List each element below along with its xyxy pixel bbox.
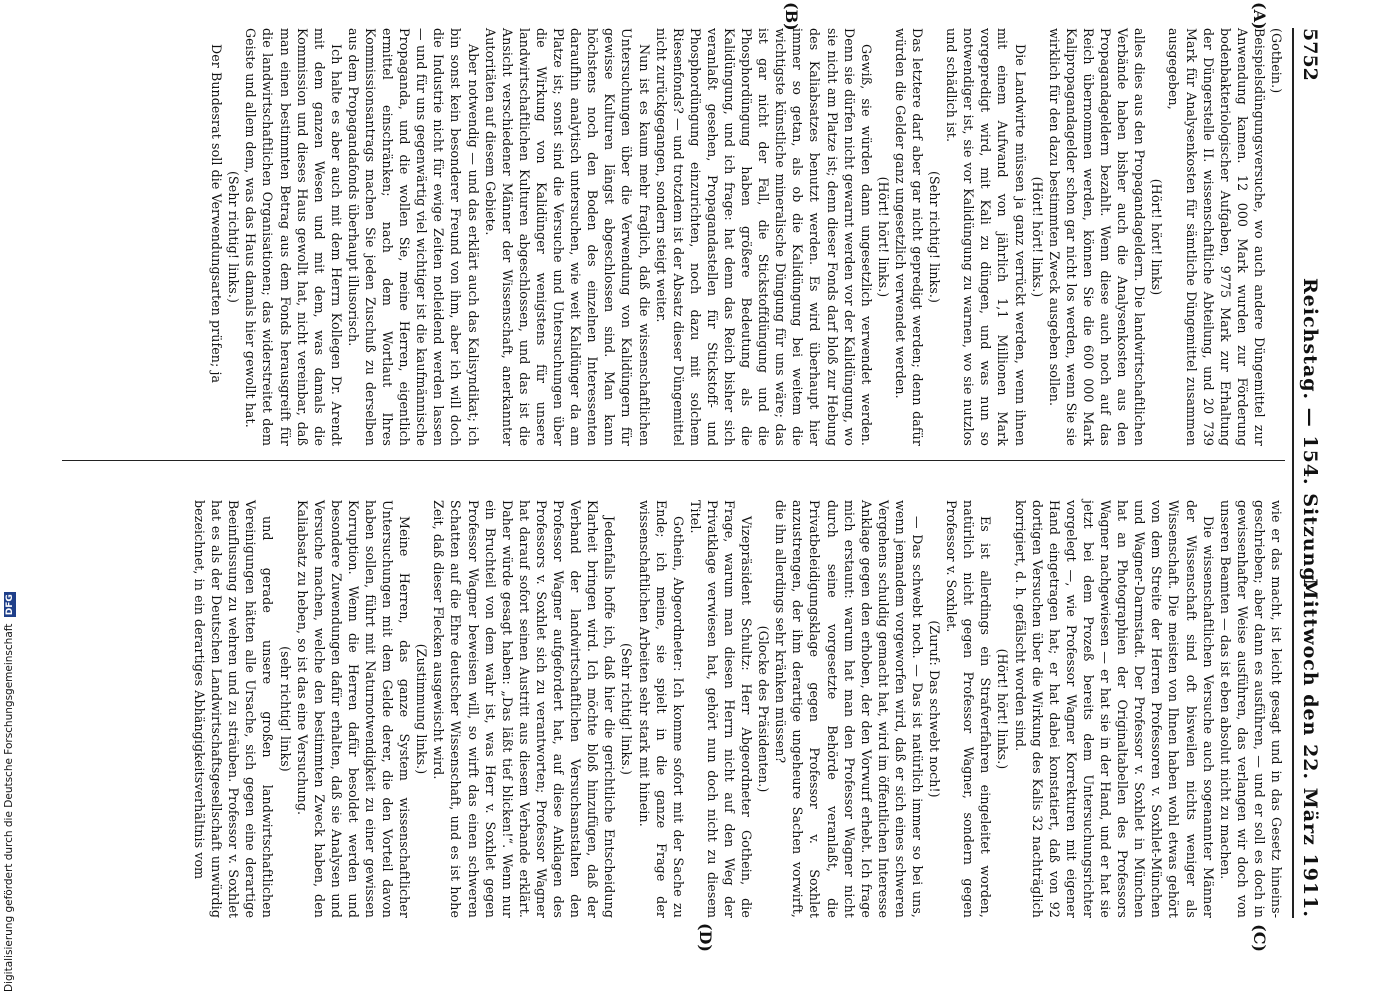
right-text-column — [62, 500, 1285, 918]
paragraph: (Sehr richtig! links.) — [619, 643, 635, 775]
header-rule — [1292, 28, 1294, 918]
paragraph: Beispielsdüngungsversuche, wo auch andere Düngemittel zur Anwendung kamen. 12 000 Mark wurden zur Förderung bodenbakteriologischer Aufgaben, 9775 Mark zur Erhaltung der Düngerstelle II. wissenschaftliche Abteilung, und 20 739 Mark für Analysenkosten für sämtliche Düngemittel zusammen ausgegeben, — [1166, 28, 1267, 446]
margin-mark-b: (B) — [782, 2, 801, 31]
page-number: 5752 — [1299, 28, 1321, 81]
column-divider — [62, 460, 1285, 461]
paragraph: wie er das macht, ist leicht gesagt und in das Gesetz hineinsgeschrieben; aber dann es ausführen, — und er soll es doch in gewissenhafter Weise ausführen, das verlangen wir doch von unseren Beamten — das ist eben absolut nicht zu machen. — [1217, 500, 1284, 918]
paragraph: Meine Herren, das ganze System wissenschaftlicher Untersuchungen mit dem Gelde derer, die den Vorteil davon haben sollen, führt mit Naturnotwendigkeit zu einer gewissen Korruption. Wenn die Herren dafür besoldet werden und besondere Zuwendungen dafür erhalten, daß sie Analysen und Versuche machen, welche den bestimmten Zweck haben, den Kaliabsatz zu heben, so ist das eine Versuchung. — [294, 500, 413, 918]
dfg-logo: DFG — [5, 594, 15, 616]
paragraph: (Hört! hört! links.) — [995, 648, 1011, 770]
paragraph: Vizepräsident Schultz: Herr Abgeordneter Gothein, die Frage, warum man diesen Herrn nicht auf den Weg der Privatklage verwiesen hat, gehört nun doch nicht zu diesem Titel. — [687, 500, 755, 918]
paragraph: und gerade unsere großen landwirtschaftlichen Vereinigungen hätten alle Ursache, sich gegen eine derartige Beeinflussung zu wehren und zu sträuben. Professor v. Soxhlet hat es als der Deutschen Landwirtschaftsgesellschaft unwürdig bezeichnet, in ein derartiges Abhängigkeitsverhältnis vom — [192, 500, 276, 918]
paragraph: — Das schwebt noch. — Das ist natürlich immer so bei uns, wenn jemandem vorgeworfen wird, daß er sich eines schweren Vergehens schuldig gemacht hat, wird im öffentlichen Interesse Anklage gegen den erhoben, der den Vorwurf erhebt. Ich frage mich erstaunt: warum hat man den Professor Wagner nicht durch seine vorgesetzte Behörde veranlaßt, die Privatbeleidigungsklage gegen Professor v. Soxhlet anzustrengen, der ihm derartige ungeheure Sachen vorwirft, die ihn allerdings sehr kränken müssen? — [773, 500, 926, 918]
paragraph: (Glocke des Präsidenten.) — [756, 625, 772, 793]
page-header — [1295, 28, 1321, 918]
left-text-column — [62, 28, 1285, 446]
paragraph: (Hört! hört! links.) — [1029, 176, 1045, 298]
paragraph: (Sehr richtig! links.) — [927, 171, 943, 303]
credit-text: Digitalisierung gefördert durch die Deutsche Forschungsgemeinschaft — [3, 623, 15, 992]
paragraph: Gewiß, sie würden dann ungesetzlich verwendet werden. Denn sie dürfen nicht gewarnt werden vor der Kalidüngung, wo sie nicht am Platze ist; denn dieser Fonds darf bloß zur Hebung des Kaliabsatzes benutzt werden. Es wird überhaupt hier immer so getan, als ob die Kalidüngung bei weitem die wichtigste künstliche mineralische Düngung für uns wäre; das ist gar nicht der Fall, die Stickstoffdüngung und die Phosphordüngung haben größere Bedeutung als die Kalidüngung, und ich frage: hat denn das Reich bisher sich veranlaßt gesehen, Propagandastellen für Stickstoff- und Phosphordüngung einzurichten, noch dazu mit solchem Riesenfonds? — und trotzdem ist der Absatz dieser Düngemittel nicht zurückgegangen, sondern steigt weiter. — [653, 28, 874, 446]
margin-mark-a: (A) — [1250, 2, 1269, 30]
paragraph: Ich halte es aber auch mit dem Herrn Kollegen Dr. Arendt mit dem ganzen Wesen und mit dem, was damals die Kommission und dieses Haus gewollt hat, nicht vereinbar, daß man einen bestimmten Betrag aus dem Fonds herausgreift für die landwirtschaftlichen Organisationen; das widerstreitet dem Geiste und allem dem, was das Haus damals hier gewollt hat. — [243, 28, 344, 446]
paragraph: Jedenfalls hoffe ich, daß hier die gerichtliche Entscheidung Klarheit bringen wird. Ich möchte bloß hinzufügen, daß der Verband der landwirtschaftlichen Versuchsanstalten den Professor Wagner aufgefordert hat, auf diese Anklagen des Professors v. Soxhlet sich zu verantworten; Professor Wagner hat darauf sofort seinen Austritt aus diesem Verbande erklärt. Daher würde gesagt haben: „Das läßt tief blicken!“. Wenn nur ein Bruchteil von dem wahr ist, was Herr v. Soxhlet gegen Professor Wagner beweisen will, so wirft das einen schweren Schatten auf die Ehre deutscher Wissenschaft, und es ist hohe Zeit, daß dieser Flecken ausgewischt wird. — [431, 500, 618, 918]
paragraph: (Zustimmung links.) — [414, 643, 430, 775]
paragraph: alles dies aus den Propagandageldern. Die landwirtschaftlichen Verbände haben bisher auch die Analysenkosten aus den Propagandageldern bezahlt. Wenn diese auch noch auf das Reich übernommen werden, können Sie die 600 000 Mark Kalipropagandagelder schon gar nicht los werden, wenn Sie sie wirklich für den dazu bestimmten Zweck ausgeben sollen. — [1046, 28, 1148, 446]
margin-mark-c: (C) — [1250, 924, 1269, 952]
paragraph: (Gothein.) — [1269, 28, 1284, 94]
paragraph: Das letztere darf aber gar nicht gepredigt werden; denn dafür würden die Gelder ganz ungesetzlich verwendet werden. — [892, 28, 926, 446]
sitting-date: Mittwoch den 22. März 1911. — [1299, 578, 1321, 918]
paragraph: Nun ist es kaum mehr fraglich, daß die wissenschaftlichen Untersuchungen über die Verwendung von Kalidüngern für gewisse Kulturen längst abgeschlossen sind. Man kann höchstens noch den Boden des einzelnen Interessenten daraufhin analytisch untersuchen, wie weit Kalidünger da am Platze ist; sonst sind die Versuche und Untersuchungen über die Wirkung von Kalidünger wenigstens für unsere landwirtschaftlichen Kulturen abgeschlossen, und das ist die Ansicht verschiedener Männer der Wissenschaft, anerkannter Autoritäten auf diesem Gebiete. — [482, 28, 652, 446]
paragraph: (Hört! hört! links) — [1149, 178, 1165, 296]
digitization-credit — [3, 594, 21, 992]
paragraph: Die wissenschaftlichen Versuche auch sogenannter Männer der Wissenschaft sind oft bisweilen nichts weniger als Wissenschaft. Die meisten von Ihnen haben wohl etwas gehört von dem Streite der Herren Professoren v. Soxhlet-München und Wagner-Darmstadt. Der Professor v. Soxhlet in München hat an Photographien der Originaltabellen des Professors Wagner nachgewiesen — er hat sie in der Hand, und er hat sie jetzt bei dem Prozeß bereits dem Untersuchungsrichter vorgelegt —, wie Professor Wagner Korrekturen mit eigener Hand eingetragen hat; er hat dabei konstatiert, daß von 92 dortigen Versuchen über die Wirkung des Kalis 32 nachträglich korrigiert, d. h. gefälscht worden sind. — [1012, 500, 1216, 918]
paragraph: Die Landwirte müssen ja ganz verrückt werden, wenn ihnen mit einem Aufwand von jährlich 1,1 Millionen Mark vorgepredigt wird, mit Kali zu düngen, und was nun so notwendiger ist, sie vor Kalidüngung zu warnen, wo sie nutzlos und schädlich ist. — [944, 28, 1028, 446]
paragraph: (sehr richtig! links) — [277, 646, 293, 772]
paragraph: (Hört! hört! links.) — [875, 176, 891, 298]
margin-mark-d: (D) — [696, 922, 715, 952]
paragraph: (Sehr richtig! links.) — [226, 171, 242, 303]
paragraph: (Zuruf: Das schwebt noch!) — [927, 620, 943, 798]
paragraph: Der Bundesrat soll die Verwendungsarten prüfen; ja — [209, 44, 225, 384]
paragraph: Aber notwendig — und das erklärt auch das Kalisyndikat; ich bin sonst kein besonderer Freund von ihm, aber ich will doch die Industrie nicht für ewige Zeiten notleidend werden lassen — und für uns gegenwärtig viel wichtiger ist die kaufmännische Propaganda, und die wollen Sie, meine Herren, eigentlich ermittel einschränken; nach dem Wortlaut Ihres Kommissionsantrags machen Sie jeden Zuschuß zu derselben aus dem Propagandafonds überhaupt illusorisch. — [345, 28, 481, 446]
paragraph: Gothein, Abgeordneter: Ich komme sofort mit der Sache zu Ende; ich meine, sie spielt in die ganze Frage der wissenschaftlichen Arbeiten sehr stark mit hinein. — [636, 500, 686, 918]
paragraph: Es ist allerdings ein Strafverfahren eingeleitet worden, natürlich nicht gegen Professor Wagner, sondern gegen Professor v. Soxhlet. — [944, 500, 994, 918]
page-body — [62, 2, 1321, 952]
running-title: Reichstag. — 154. Sitzung. — [1299, 278, 1321, 590]
